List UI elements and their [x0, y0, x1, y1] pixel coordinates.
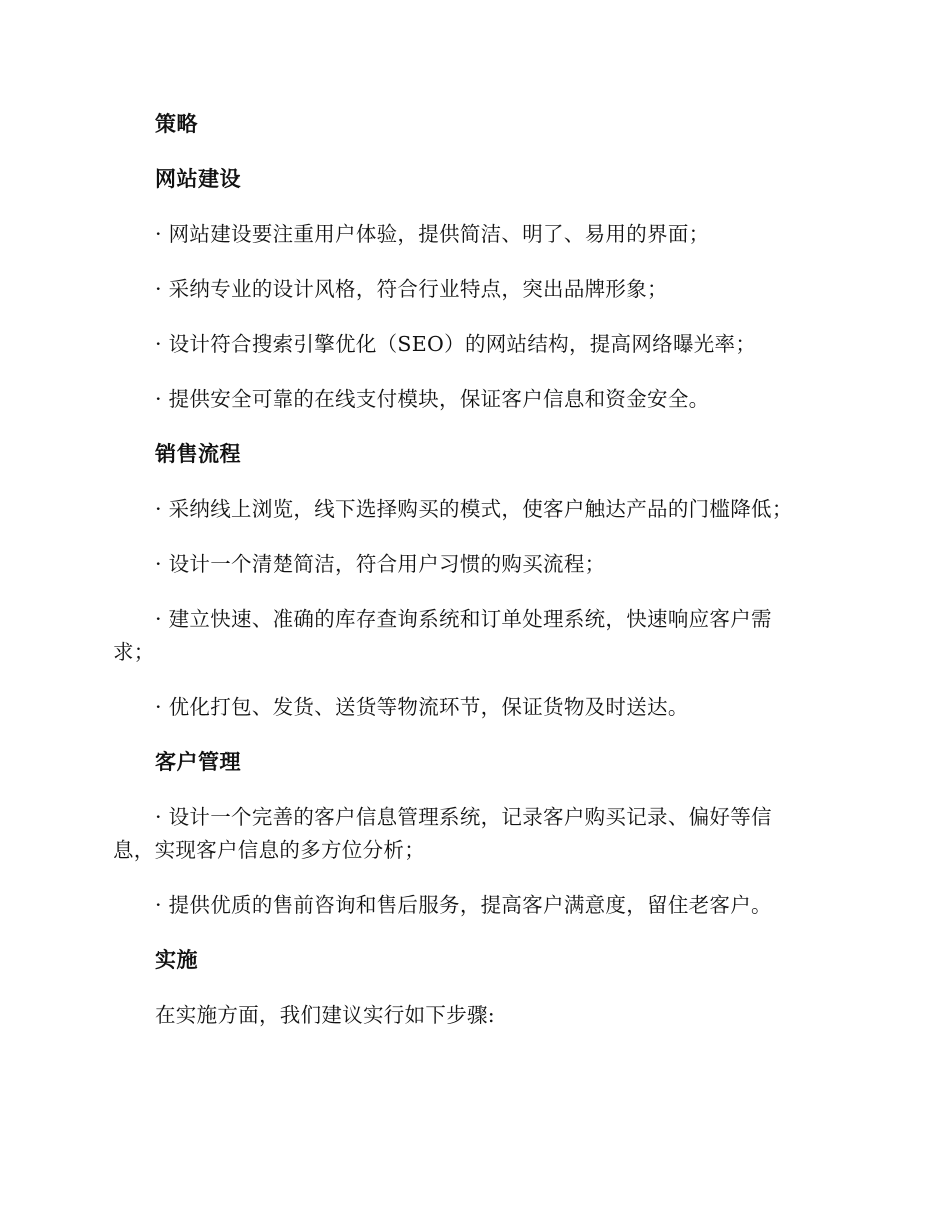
list-item: · 设计一个清楚简洁，符合用户习惯的购买流程； — [155, 552, 606, 576]
list-item: · 采纳专业的设计风格，符合行业特点，突出品牌形象； — [155, 277, 668, 301]
section-heading-sales-process: 销售流程 — [155, 442, 241, 466]
section-heading-website: 网站建设 — [155, 167, 241, 191]
list-item: · 设计一个完善的客户信息管理系统，记录客户购买记录、偏好等信息，实现客户信息的多方位分析； — [113, 805, 772, 862]
list-item: · 采纳线上浏览，线下选择购买的模式，使客户触达产品的门槛降低； — [155, 497, 793, 521]
document-body — [113, 108, 813, 1054]
list-item: · 优化打包、发货、送货等物流环节，保证货物及时送达。 — [155, 695, 689, 719]
section-heading-customer-management: 客户管理 — [155, 750, 241, 774]
list-item: · 建立快速、准确的库存查询系统和订单处理系统，快速响应客户需求； — [113, 607, 772, 664]
section-heading-implementation: 实施 — [155, 948, 198, 972]
list-item: · 网站建设要注重用户体验，提供简洁、明了、易用的界面； — [155, 222, 710, 246]
intro-paragraph: 在实施方面，我们建议实行如下步骤: — [155, 1003, 496, 1027]
list-item: · 设计符合搜索引擎优化（SEO）的网站结构，提高网络曝光率； — [155, 332, 757, 356]
list-item: · 提供安全可靠的在线支付模块，保证客户信息和资金安全。 — [155, 387, 710, 411]
section-heading-strategy: 策略 — [155, 112, 198, 136]
list-item: · 提供优质的售前咨询和售后服务，提高客户满意度，留住老客户。 — [155, 893, 772, 917]
